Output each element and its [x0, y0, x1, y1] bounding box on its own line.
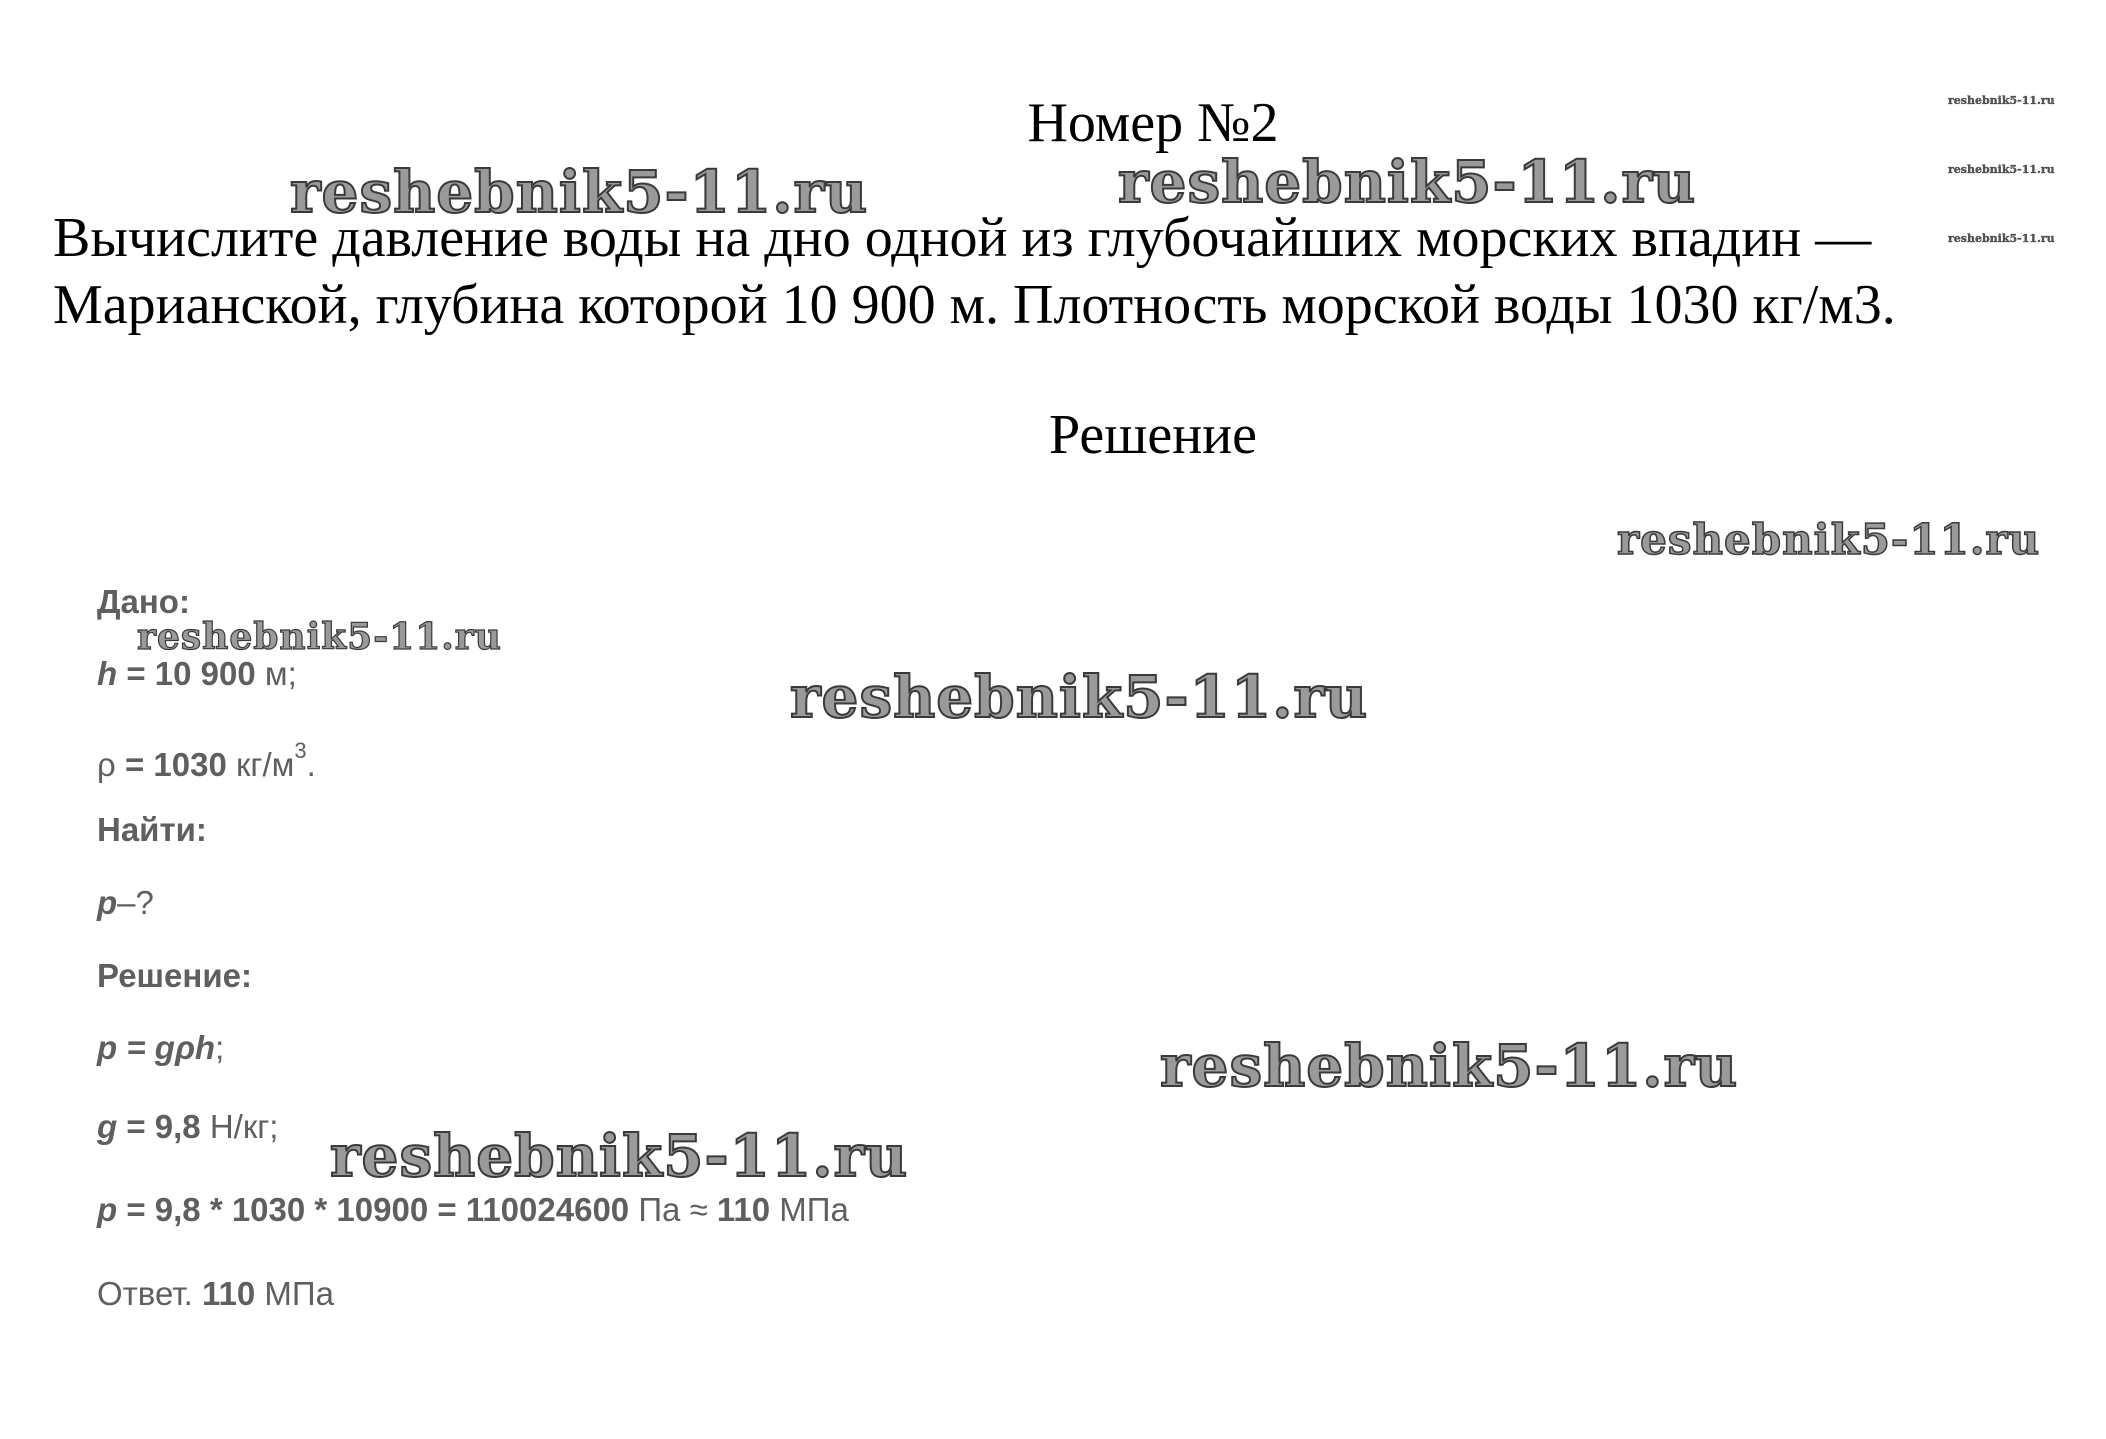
watermark: reshebnik5-11.ru [790, 663, 1369, 731]
given-h [97, 654, 297, 694]
watermark: reshebnik5-11.ru [330, 1122, 909, 1190]
watermark: reshebnik5-11.ru [1948, 94, 2055, 107]
calc-unit: Па ≈ [629, 1191, 717, 1228]
calculation [97, 1190, 849, 1230]
rho-end: . [306, 746, 316, 783]
calc-result-unit: МПа [770, 1191, 849, 1228]
given-rho [97, 737, 316, 785]
watermark: reshebnik5-11.ru [137, 616, 502, 658]
rho-exponent: 3 [294, 738, 307, 763]
problem-line-2: Марианской, глубина которой 10 900 м. Плотность морской воды 1030 кг/м3. [53, 274, 1896, 336]
calc-variable: p [97, 1191, 118, 1228]
watermark: reshebnik5-11.ru [1617, 515, 2041, 564]
watermark: reshebnik5-11.ru [1948, 163, 2055, 176]
rho-value: = 1030 [115, 746, 227, 783]
problem-line-1: Вычислите давление воды на дно одной из глубочайших морских впадин — [53, 207, 1872, 269]
answer-value: 110 [192, 1275, 256, 1312]
page-title: Номер №2 [1027, 92, 1279, 154]
calc-result: 110 [716, 1191, 771, 1228]
formula-variable: p [97, 1029, 118, 1066]
g-value: = 9,8 [117, 1108, 201, 1145]
calc-value: = 9,8 * 1030 * 10900 = 110024600 [117, 1191, 630, 1228]
g-unit: Н/кг; [200, 1108, 279, 1145]
h-variable: h [97, 655, 118, 692]
h-value: = 10 900 [117, 655, 256, 692]
find-label: Найти: [97, 811, 207, 848]
watermark: reshebnik5-11.ru [290, 158, 869, 226]
rho-unit: кг/м [226, 746, 295, 783]
formula-end: ; [215, 1029, 225, 1066]
g-value-line [97, 1107, 278, 1147]
g-variable: g [97, 1108, 118, 1145]
find-rest: –? [117, 884, 154, 921]
formula [97, 1028, 224, 1068]
watermark: reshebnik5-11.ru [1118, 148, 1697, 216]
solution-heading: Решение [1048, 404, 1258, 466]
watermark: reshebnik5-11.ru [1948, 232, 2055, 245]
rho-variable: ρ [97, 746, 116, 783]
solution-label: Решение: [97, 957, 252, 994]
given-label: Дано: [97, 583, 190, 620]
find-target [97, 883, 154, 923]
answer [97, 1274, 334, 1314]
watermark: reshebnik5-11.ru [1160, 1032, 1739, 1100]
formula-rest: = gρh [117, 1029, 216, 1066]
answer-label: Ответ. [97, 1275, 193, 1312]
answer-unit: МПа [255, 1275, 334, 1312]
h-unit: м; [255, 655, 297, 692]
find-variable: p [97, 884, 118, 921]
